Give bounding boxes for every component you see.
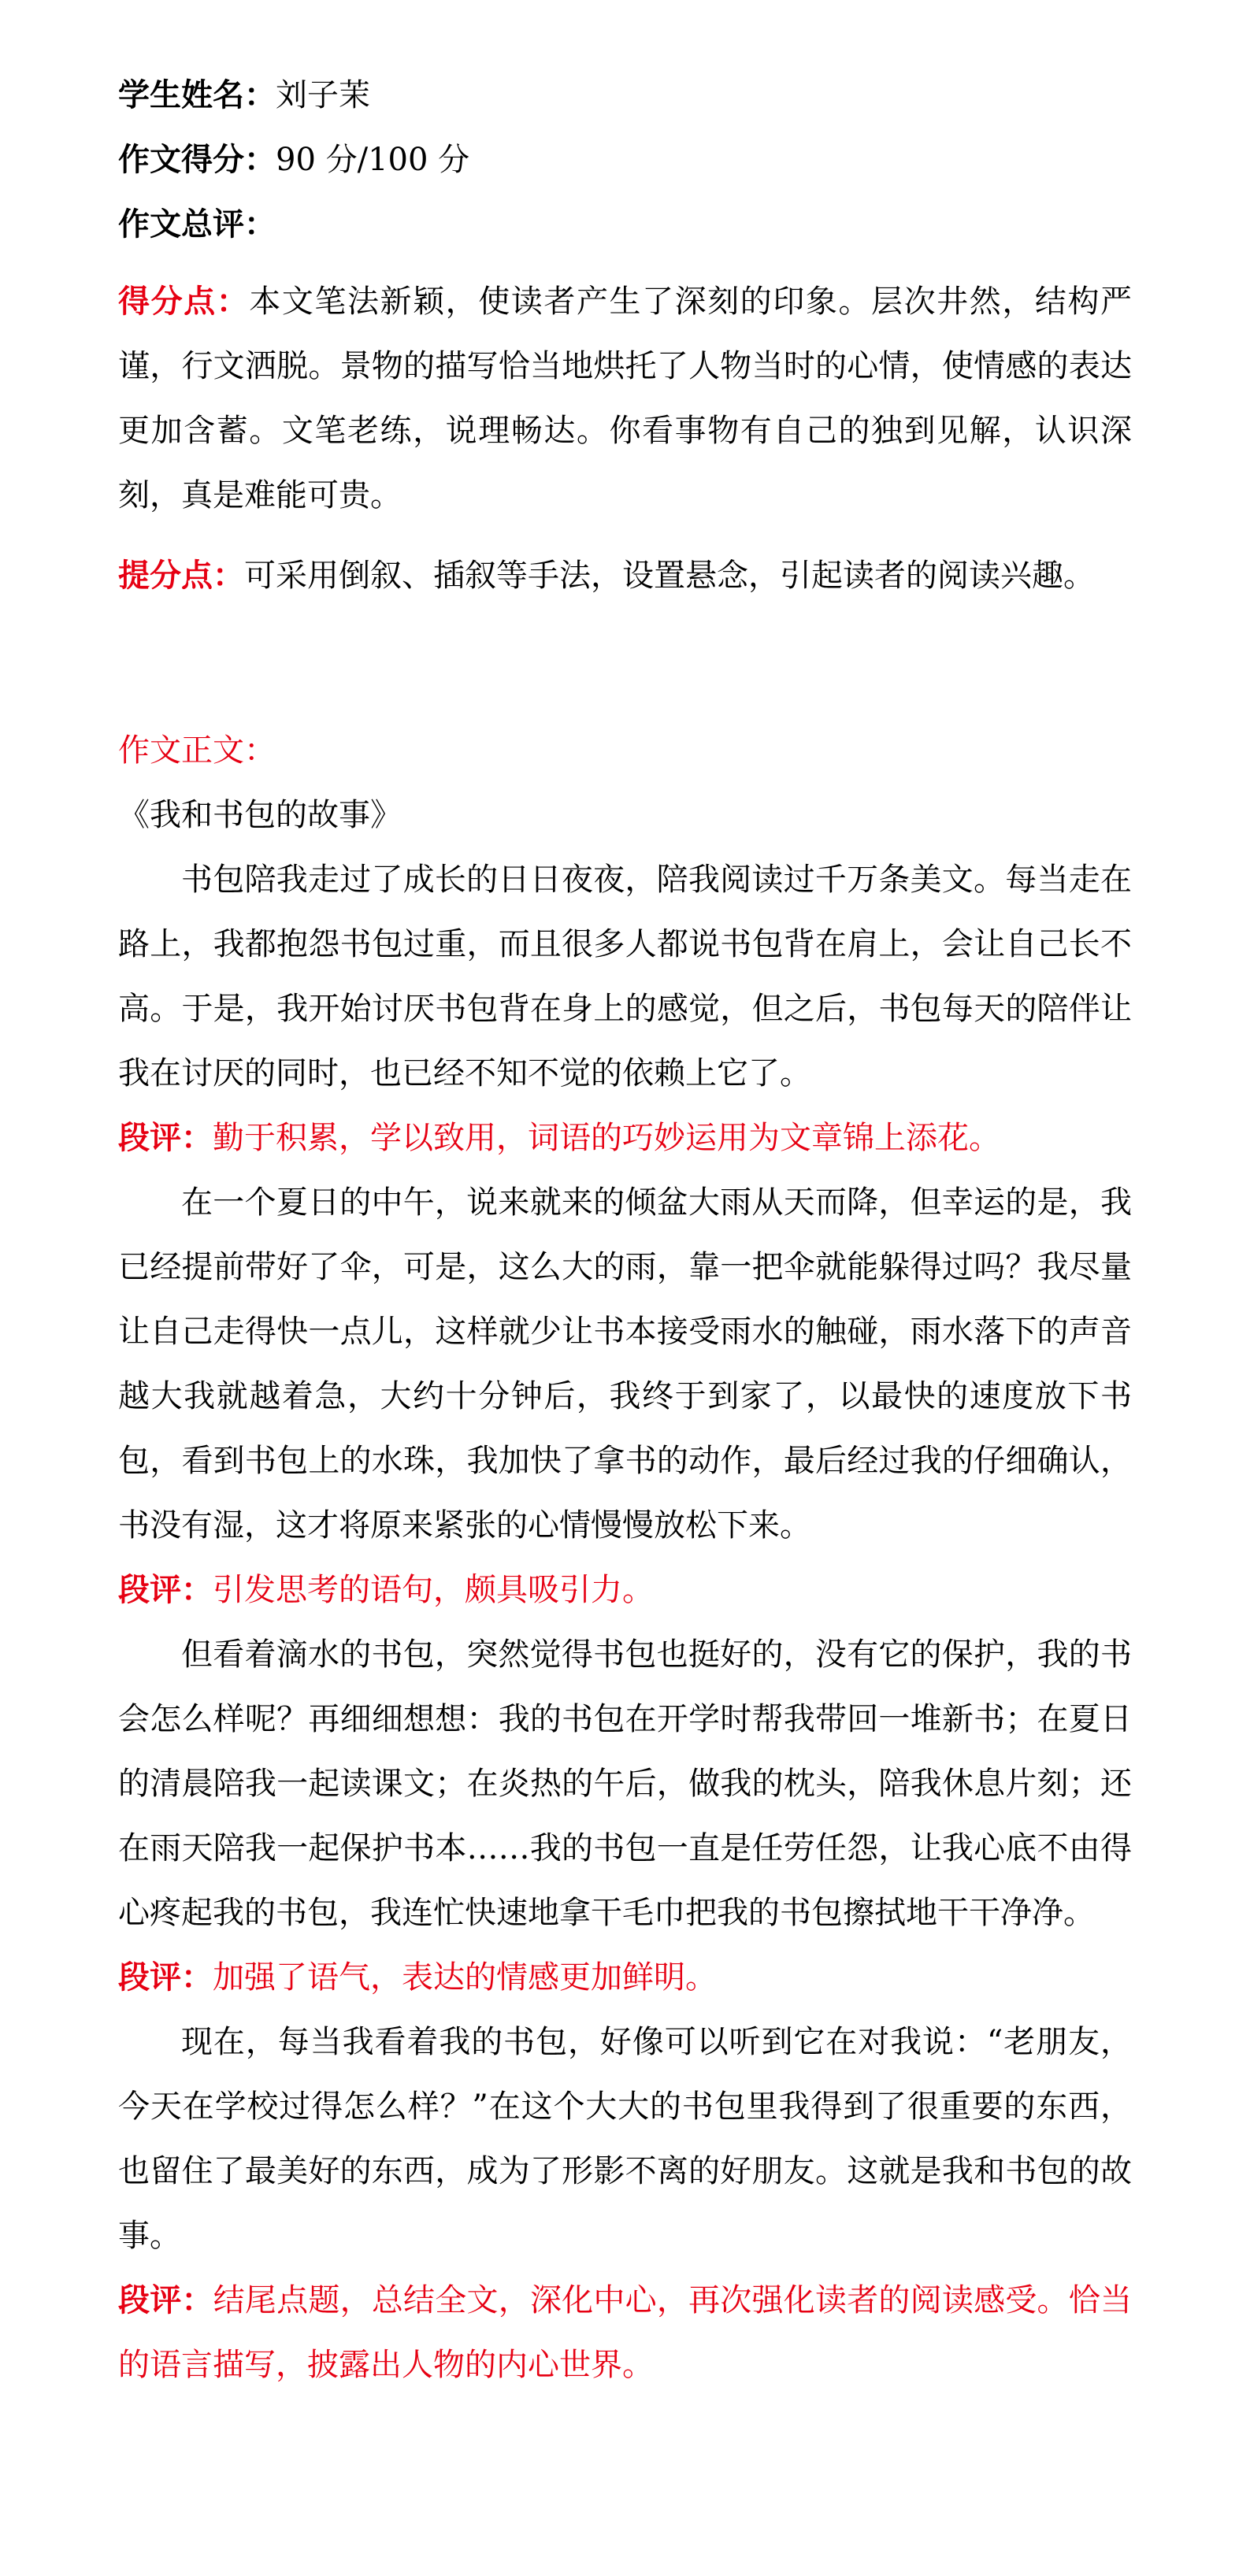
score-row bbox=[118, 128, 1132, 192]
paragraph-review bbox=[118, 1106, 1132, 1170]
score-label: 作文得分： bbox=[118, 141, 276, 178]
improvement-points-label: 提分点： bbox=[118, 557, 244, 594]
paragraph-review-text: 引发思考的语句，颇具吸引力。 bbox=[213, 1572, 654, 1608]
paragraph-review-label: 段评： bbox=[118, 1119, 213, 1156]
paragraph-review-label: 段评： bbox=[118, 1571, 213, 1608]
essay-paragraph: 但看着滴水的书包，突然觉得书包也挺好的，没有它的保护，我的书会怎么样呢？再细细想想：我的书包在开学时帮我带回一堆新书；在夏日的清晨陪我一起读课文；在炎热的午后，做我的枕头，陪我休息片刻；还在雨天陪我一起保护书本……我的书包一直是任劳任怨，让我心底不由得心疼起我的书包，我连忙快速地拿干毛巾把我的书包擦拭地干干净净。 bbox=[118, 1636, 1132, 1931]
student-info bbox=[118, 0, 1132, 257]
paragraph-review bbox=[118, 1558, 1132, 1622]
score-points-text: 本文笔法新颖，使读者产生了深刻的印象。层次井然，结构严谨，行文洒脱。景物的描写恰当地烘托了人物当时的心情，使情感的表达更加含蓄。文笔老练，说理畅达。你看事物有自己的独到见解，认识深刻，真是难能可贵。 bbox=[118, 284, 1133, 513]
paragraph-review bbox=[118, 2268, 1132, 2397]
student-name-label: 学生姓名： bbox=[118, 76, 276, 113]
essay-section-label: 作文正文： bbox=[118, 732, 276, 769]
paragraph-review-label: 段评： bbox=[118, 2281, 213, 2318]
paragraph-review-text: 结尾点题，总结全文，深化中心，再次强化读者的阅读感受。恰当的语言描写，披露出人物的内心世界。 bbox=[118, 2282, 1133, 2383]
paragraph-review-text: 加强了语气，表达的情感更加鲜明。 bbox=[213, 1959, 717, 1996]
score-points bbox=[118, 269, 1132, 528]
overall-comment bbox=[118, 269, 1132, 608]
student-name-row bbox=[118, 63, 1132, 128]
paragraph-review bbox=[118, 1945, 1132, 2010]
improvement-points-text: 可采用倒叙、插叙等手法，设置悬念，引起读者的阅读兴趣。 bbox=[244, 558, 1095, 594]
overall-comment-label: 作文总评： bbox=[118, 206, 276, 243]
score-value: 90 分/100 分 bbox=[276, 142, 470, 178]
student-name-value: 刘子茉 bbox=[276, 77, 370, 113]
essay-paragraph: 书包陪我走过了成长的日日夜夜，陪我阅读过千万条美文。每当走在路上，我都抱怨书包过重，而且很多人都说书包背在肩上，会让自己长不高。于是，我开始讨厌书包背在身上的感觉，但之后，书包每天的陪伴让我在讨厌的同时，也已经不知不觉的依赖上它了。 bbox=[118, 862, 1132, 1092]
essay-title: 《我和书包的故事》 bbox=[118, 797, 402, 833]
essay-paragraph: 在一个夏日的中午，说来就来的倾盆大雨从天而降，但幸运的是，我已经提前带好了伞，可是，这么大的雨，靠一把伞就能躲得过吗？我尽量让自己走得快一点儿，这样就少让书本接受雨水的触碰，雨水落下的声音越大我就越着急，大约十分钟后，我终于到家了，以最快的速度放下书包，看到书包上的水珠，我加快了拿书的动作，最后经过我的仔细确认，书没有湿，这才将原来紧张的心情慢慢放松下来。 bbox=[118, 1184, 1132, 1544]
paragraph-review-label: 段评： bbox=[118, 1959, 213, 1996]
improvement-points bbox=[118, 543, 1132, 608]
overall-comment-row bbox=[118, 192, 1132, 257]
score-points-label: 得分点： bbox=[118, 283, 250, 320]
essay-paragraph: 现在，每当我看着我的书包，好像可以听到它在对我说：“老朋友，今天在学校过得怎么样？”在这个大大的书包里我得到了很重要的东西，也留住了最美好的东西，成为了形影不离的好朋友。这就是我和书包的故事。 bbox=[118, 2024, 1132, 2254]
paragraph-review-text: 勤于积累，学以致用，词语的巧妙运用为文章锦上添花。 bbox=[213, 1120, 1000, 1156]
essay-body bbox=[118, 718, 1132, 2397]
